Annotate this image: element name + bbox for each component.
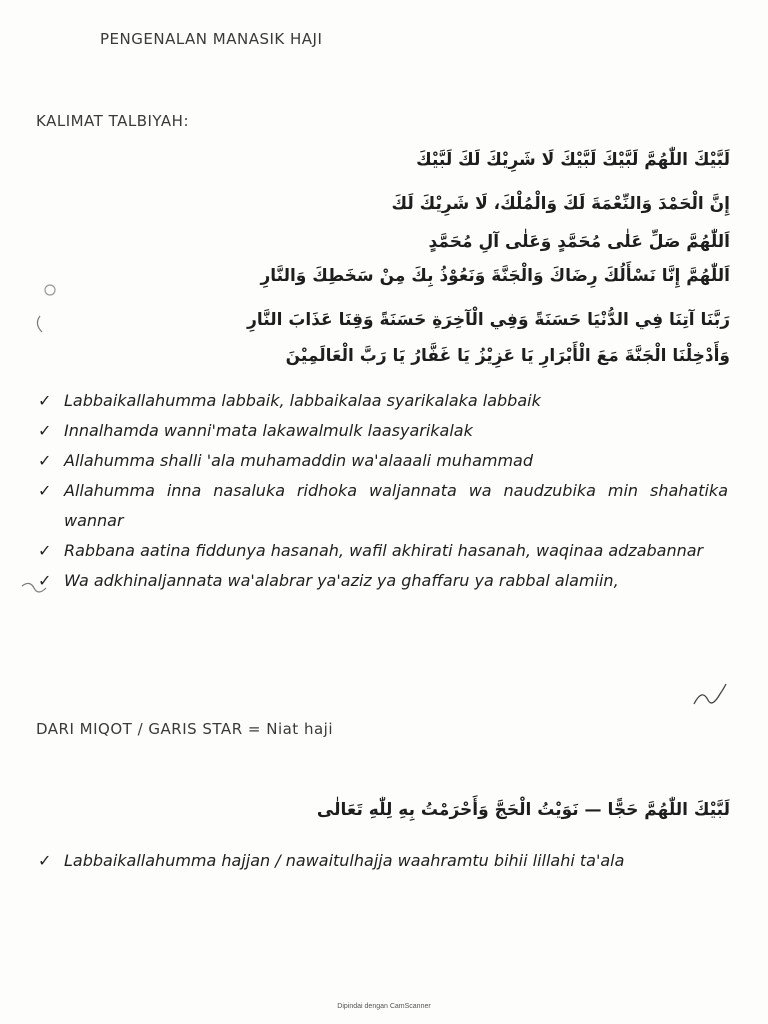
scanner-footer: Dipindai dengan CamScanner xyxy=(337,1003,431,1010)
page-title: PENGENALAN MANASIK HAJI xyxy=(100,30,323,48)
checkmark-icon: ✓ xyxy=(38,851,52,870)
talbiyah-latin-list xyxy=(38,386,728,596)
arabic-line: لَبَّيْكَ اللّٰهُمَّ لَبَّيْكَ لَبَّيْكَ لَا شَرِيْكَ لَكَ لَبَّيْكَ xyxy=(416,150,730,170)
miqot-arabic-line: لَبَّيْكَ اللّٰهُمَّ حَجًّا — نَوَيْتُ الْحَجَّ وَأَحْرَمْتُ بِهِ لِلّٰهِ تَعَالٰى xyxy=(316,800,730,820)
list-item xyxy=(38,536,728,566)
pen-scribble xyxy=(690,680,730,720)
checkmark-icon: ✓ xyxy=(38,421,52,440)
list-item xyxy=(38,476,728,536)
latin-line: Labbaikallahumma labbaik, labbaikalaa syarikalaka labbaik xyxy=(64,391,541,410)
miqot-latin-line: Labbaikallahumma hajjan / nawaitulhajja waahramtu bihii lillahi ta'ala xyxy=(64,851,625,870)
miqot-heading: DARI MIQOT / GARIS STAR = Niat haji xyxy=(36,720,333,738)
arabic-line: اَللّٰهُمَّ إِنَّا نَسْأَلُكَ رِضَاكَ وَالْجَنَّةَ وَنَعُوْذُ بِكَ مِنْ سَخَطِكَ وَالنَّارِ xyxy=(260,266,730,286)
latin-line: Innalhamda wanni'mata lakawalmulk laasyarikalak xyxy=(64,421,473,440)
latin-line: Allahumma inna nasaluka ridhoka waljannata wa naudzubika min shahatika wannar xyxy=(64,481,728,530)
arabic-line: إِنَّ الْحَمْدَ وَالنِّعْمَةَ لَكَ وَالْمُلْكَ، لَا شَرِيْكَ لَكَ xyxy=(391,194,730,214)
talbiyah-heading: KALIMAT TALBIYAH: xyxy=(36,112,190,130)
pen-scribble xyxy=(18,560,54,600)
list-item xyxy=(38,566,728,596)
checkmark-icon: ✓ xyxy=(38,451,52,470)
latin-line: Rabbana aatina fiddunya hasanah, wafil akhirati hasanah, waqinaa adzabannar xyxy=(64,541,704,560)
list-item xyxy=(38,446,728,476)
list-item xyxy=(38,416,728,446)
arabic-line: رَبَّنَا آتِنَا فِي الدُّنْيَا حَسَنَةً وَفِي الْآخِرَةِ حَسَنَةً وَقِنَا عَذَابَ النَّارِ xyxy=(247,310,730,330)
checkmark-icon: ✓ xyxy=(38,481,52,500)
checkmark-icon: ✓ xyxy=(38,391,52,410)
latin-line: Allahumma shalli 'ala muhamaddin wa'alaaali muhammad xyxy=(64,451,534,470)
checkmark-icon: ✓ xyxy=(38,571,52,590)
arabic-line: وَأَدْخِلْنَا الْجَنَّةَ مَعَ الْأَبْرَارِ يَا عَزِيْزُ يَا غَفَّارُ يَا رَبَّ الْعَالَمِيْنَ xyxy=(285,346,730,366)
arabic-line: اَللّٰهُمَّ صَلِّ عَلٰى مُحَمَّدٍ وَعَلٰى آلِ مُحَمَّدٍ xyxy=(428,232,730,252)
checkmark-icon: ✓ xyxy=(38,541,52,560)
miqot-latin-item xyxy=(38,846,728,876)
list-item xyxy=(38,386,728,416)
latin-line: Wa adkhinaljannata wa'alabrar ya'aziz ya ghaffaru ya rabbal alamiin, xyxy=(64,571,619,590)
pen-scribble xyxy=(30,280,60,340)
